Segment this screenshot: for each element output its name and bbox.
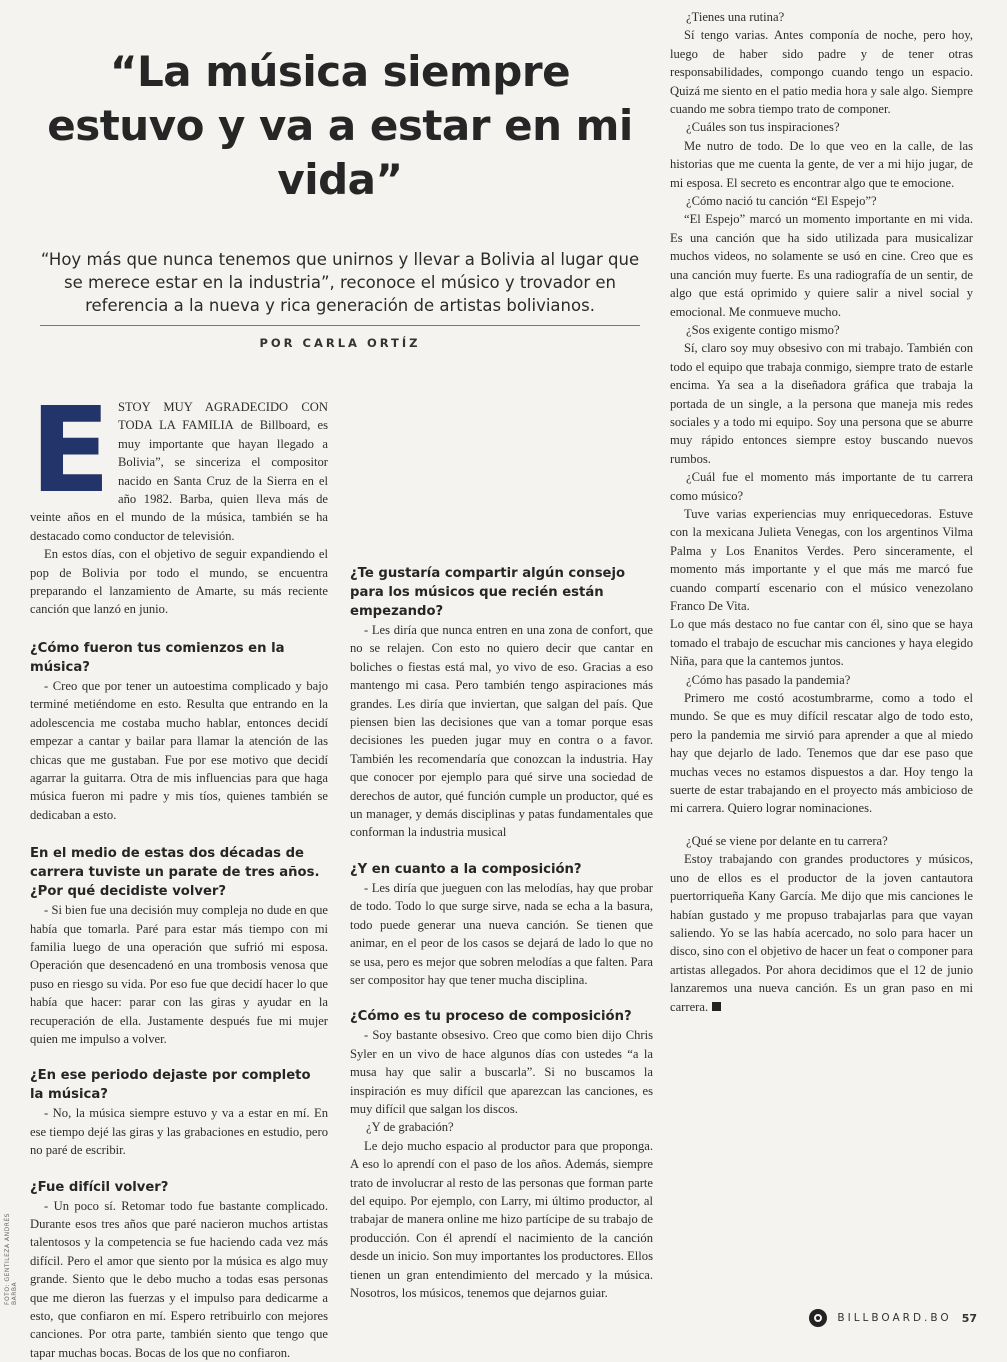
answer-paragraph: Me nutro de todo. De lo que veo en la calle, de las historias que me cuenta la gente, de ver a mi hijo jugar, de mi esposa. El secreto es encontrar algo que te emocione. — [670, 138, 973, 190]
answer-paragraph: - Soy bastante obsesivo. Creo que como bien dijo Chris Syler en un vivo de hace algunos días con ustedes “a la musa hay que salir a buscarla”. Si no buscamos la inspiración es muy difícil que aparezcan las canciones, es muy difícil que salgan los discos. — [350, 1028, 653, 1116]
question-inline: ¿Cómo has pasado la pandemia? — [686, 672, 851, 687]
answer-paragraph: - No, la música siempre estuvo y va a estar en mí. En ese tiempo dejé las giras y las grabaciones en estudio, pero no paré de escribir. — [30, 1106, 328, 1158]
drop-cap: E — [30, 381, 111, 519]
article-column-2 — [350, 398, 653, 1302]
question-heading: ¿Y en cuanto a la composición? — [350, 861, 582, 877]
divider — [40, 325, 640, 326]
question-heading: ¿En ese periodo dejaste por completo la música? — [30, 1068, 311, 1103]
photo-credit: FOTO: GENTILEZA ANDRÉS BARBA — [4, 1213, 18, 1305]
paragraph: En estos días, con el objetivo de seguir expandiendo el pop de Bolivia por todo el mundo, se encuentra preparando el lanzamiento de Amarte, su más reciente canción que lanzó en junio. — [30, 547, 328, 617]
question-heading: ¿Cómo es tu proceso de composición? — [350, 1009, 632, 1025]
article-subtitle: “Hoy más que nunca tenemos que unirnos y llevar a Bolivia al lugar que se merece estar en la industria”, reconoce el músico y trovador en referencia a la nueva y rica generación de artistas bolivianos. — [40, 250, 640, 315]
end-mark-icon — [712, 1002, 721, 1011]
page-footer — [809, 1308, 977, 1328]
question-heading: ¿Te gustaría compartir algún consejo para los músicos que recién están empezando? — [350, 566, 626, 619]
question-inline: ¿Cuál fue el momento más importante de tu carrera como músico? — [670, 470, 973, 503]
question-inline: ¿Tienes una rutina? — [686, 10, 785, 24]
answer-paragraph: Tuve varias experiencias muy enriquecedoras. Estuve con la mexicana Julieta Venegas, con los argentinos Vilma Palma y Los Enanitos Verdes. Pero sinceramente, el momento más importante y el que más me marcó fue cuando compartí escenario con el músico venezolano Franco De Vita. — [670, 506, 973, 613]
answer-paragraph: - Creo que por tener un autoestima complicado y bajo terminé metiéndome en esto. Resulta que entrando en la adolescencia me costaba mucho hablar, entonces decidí empezar a cantar y bailar para llamar la atención de las chicas que me gustaban. Fue por ese motivo que decidí agarrar la guitarra. Otra de mis influencias para que haga música fueron mi padre y mis tíos, quienes también se dedicaban a esto. — [30, 678, 328, 822]
answer-paragraph: Lo que más destaco no fue cantar con él, sino que se haya tomado el trabajo de escuchar mis canciones y haya elegido Niña, para que la cantemos juntos. — [670, 617, 973, 669]
answer-paragraph: “El Espejo” marcó un momento importante en mi vida. Es una canción que ha sido utilizada para musicalizar muchos videos, no solamente se usó en cine. Creo que es una canción muy fuerte. Es una radiografía de un sentir, de algo que está oprimido y quiere salir a nivel social y emocional. Me conmueve mucho. — [670, 212, 973, 319]
byline: POR CARLA ORTÍZ — [259, 336, 421, 350]
answer-paragraph: - Si bien fue una decisión muy compleja no dude en que había que tomarla. Paré para estar más tiempo con mi familia luego de una operación que sufrió mi esposa. Operación que desencadenó en una trombosis venosa que puso en riesgo su vida. Por eso fue que decidí hacer lo que había que hacer: parar con las giras y ayudar en la recuperación de ella. Justamente después fue mi mujer quien me impulso a volver. — [30, 903, 328, 1046]
answer-paragraph: Le dejo mucho espacio al productor para que proponga. A eso lo aprendí con el paso de los años. Además, siempre trato de involucrar al resto de las personas que forman parte del equipo. Por ejemplo, con Larry, mi último productor, al trabajar de manera online me hizo partícipe de su trabajo de producción. Con él aprendí el nacimiento de la canción desde un inicio. Son muy importantes los productores. Ellos tienen un gran entendimiento del mercado y la música. Nosotros, los músicos, tenemos que dejarnos guiar. — [350, 1138, 653, 1300]
footer-site: BILLBOARD.BO — [837, 1312, 952, 1324]
answer-paragraph: Sí tengo varias. Antes componía de noche, pero hoy, luego de haber sido padre y de tener otras responsabilidades, compongo cuando tengo un espacio. Quizá me siento en el patio media hora y sale algo. Siempre cuando me sobra tiempo trato de componer. — [670, 28, 973, 117]
billboard-logo-icon — [809, 1309, 827, 1327]
question-heading: En el medio de estas dos décadas de carrera tuviste un parate de tres años. ¿Por qué decidiste volver? — [30, 846, 320, 900]
page-number: 57 — [961, 1311, 977, 1325]
answer-paragraph — [670, 850, 973, 1016]
question-inline: ¿Cómo nació tu canción “El Espejo”? — [686, 194, 877, 209]
article-title: “La música siempre estuvo y va a estar en mi vida” — [47, 47, 633, 204]
answer-paragraph: - Les diría que nunca entren en una zona de confort, que no se relajen. Con esto no quiero decir que cantar en boliches o fiestas está mal, yo vivo de eso. Gracias a eso mantengo mi casa. Pero también tengo aspiraciones más grandes. Les diría que inviertan, que salgan del país. Que piensen bien las decisiones que van a tomar porque esas decisiones les pueden jugar muy en contra o a favor. También les recomendaría que conozcan la industria. Hay que conocer por ejemplo para qué sirve una sociedad de derechos de autor, qué función cumple un productor, qué es un manager, y demás disciplinas y patas fundamentales que conforman la industria musical — [350, 623, 653, 840]
answer-paragraph: Primero me costó acostumbrarme, como a todo el mundo. Se que es muy difícil rescatar algo de todo esto, pero la pandemia me sirvió para aprender a que al miedo hay que dejarlo de lado. Tenemos que dar ese paso que muchas veces no estamos dispuestos a dar. Hoy tengo la suerte de estar trabajando en el proyecto más ambicioso de mi carrera. Quiero lograr nominaciones. — [670, 691, 973, 816]
question-inline: ¿Sos exigente contigo mismo? — [686, 322, 840, 337]
question-heading: ¿Fue difícil volver? — [30, 1179, 169, 1195]
intro-text: de Billboard, es muy importante que hayan llegado a Bolivia”, se sinceriza el compositor nacido en Santa Cruz de la Sierra en el año 1982. Barba, quien lleva más de veinte años en el mundo de la música, también se ha destacado como conductor de televisión. — [30, 418, 328, 543]
question-inline: ¿Qué se viene por delante en tu carrera? — [686, 833, 888, 848]
final-answer-text: Estoy trabajando con grandes productores y músicos, uno de ellos es el productor de la joven cantautora puertorriqueña Kany García. Me dijo que mis canciones le habían gustado y me propuso trabajarlas para que vayan saliendo. Yo se las había acercado, no solo para hacer un disco, sino con el objetivo de hacer un feat o componer para artistas allegados. Por ahora decidimos que el 12 de junio lanzaremos una nueva canción. Es un gran paso en mi carrera. — [670, 852, 973, 1014]
intro-caps: STOY MUY AGRADECIDO CON TODA LA FAMILIA — [118, 400, 328, 433]
question-inline: ¿Cuáles son tus inspiraciones? — [686, 120, 840, 135]
intro-paragraph — [30, 381, 328, 545]
article-column-3 — [670, 8, 973, 1016]
question-heading: ¿Cómo fueron tus comienzos en la música? — [30, 640, 285, 675]
question-inline: ¿Y de grabación? — [366, 1120, 454, 1135]
article-column-1 — [30, 381, 328, 1362]
answer-paragraph: Sí, claro soy muy obsesivo con mi trabajo. También con todo el equipo que trabaja conmigo, siempre trato de estarle encima. Ya sea a la diseñadora gráfica que trabaja la portada de un single, a la persona que maneja mis redes sociales y a todo mi equipo. Soy una persona que se aburre muy rápido entonces siempre estoy buscando nuevos rumbos. — [670, 341, 973, 466]
answer-paragraph: - Les diría que jueguen con las melodías, hay que probar de todo. Todo lo que surge sirve, nada se echa a la basura, todo puede generar una nueva canción. Se tienen que animar, en el peor de los casos se dejará de lado lo que no se usa, pero es mejor que sobren melodías a que falten. Para ser compositor hay que tener mucha disciplina. — [350, 880, 653, 987]
answer-paragraph: - Un poco sí. Retomar todo fue bastante complicado. Durante esos tres años que paré nacieron muchos artistas talentosos y la competencia se fue haciendo cada vez más difícil. Pero el amor que siento por la música es algo muy grande. Siento que le debo mucho a todas esas personas que me dieron las fuerzas y el impulso para dedicarme a esto, que confiaron en mí. Espero retribuirlo con mejores canciones. Por otra parte, también siento que tengo que tapar muchas bocas. Bocas de los que no confiaron. — [30, 1198, 328, 1360]
